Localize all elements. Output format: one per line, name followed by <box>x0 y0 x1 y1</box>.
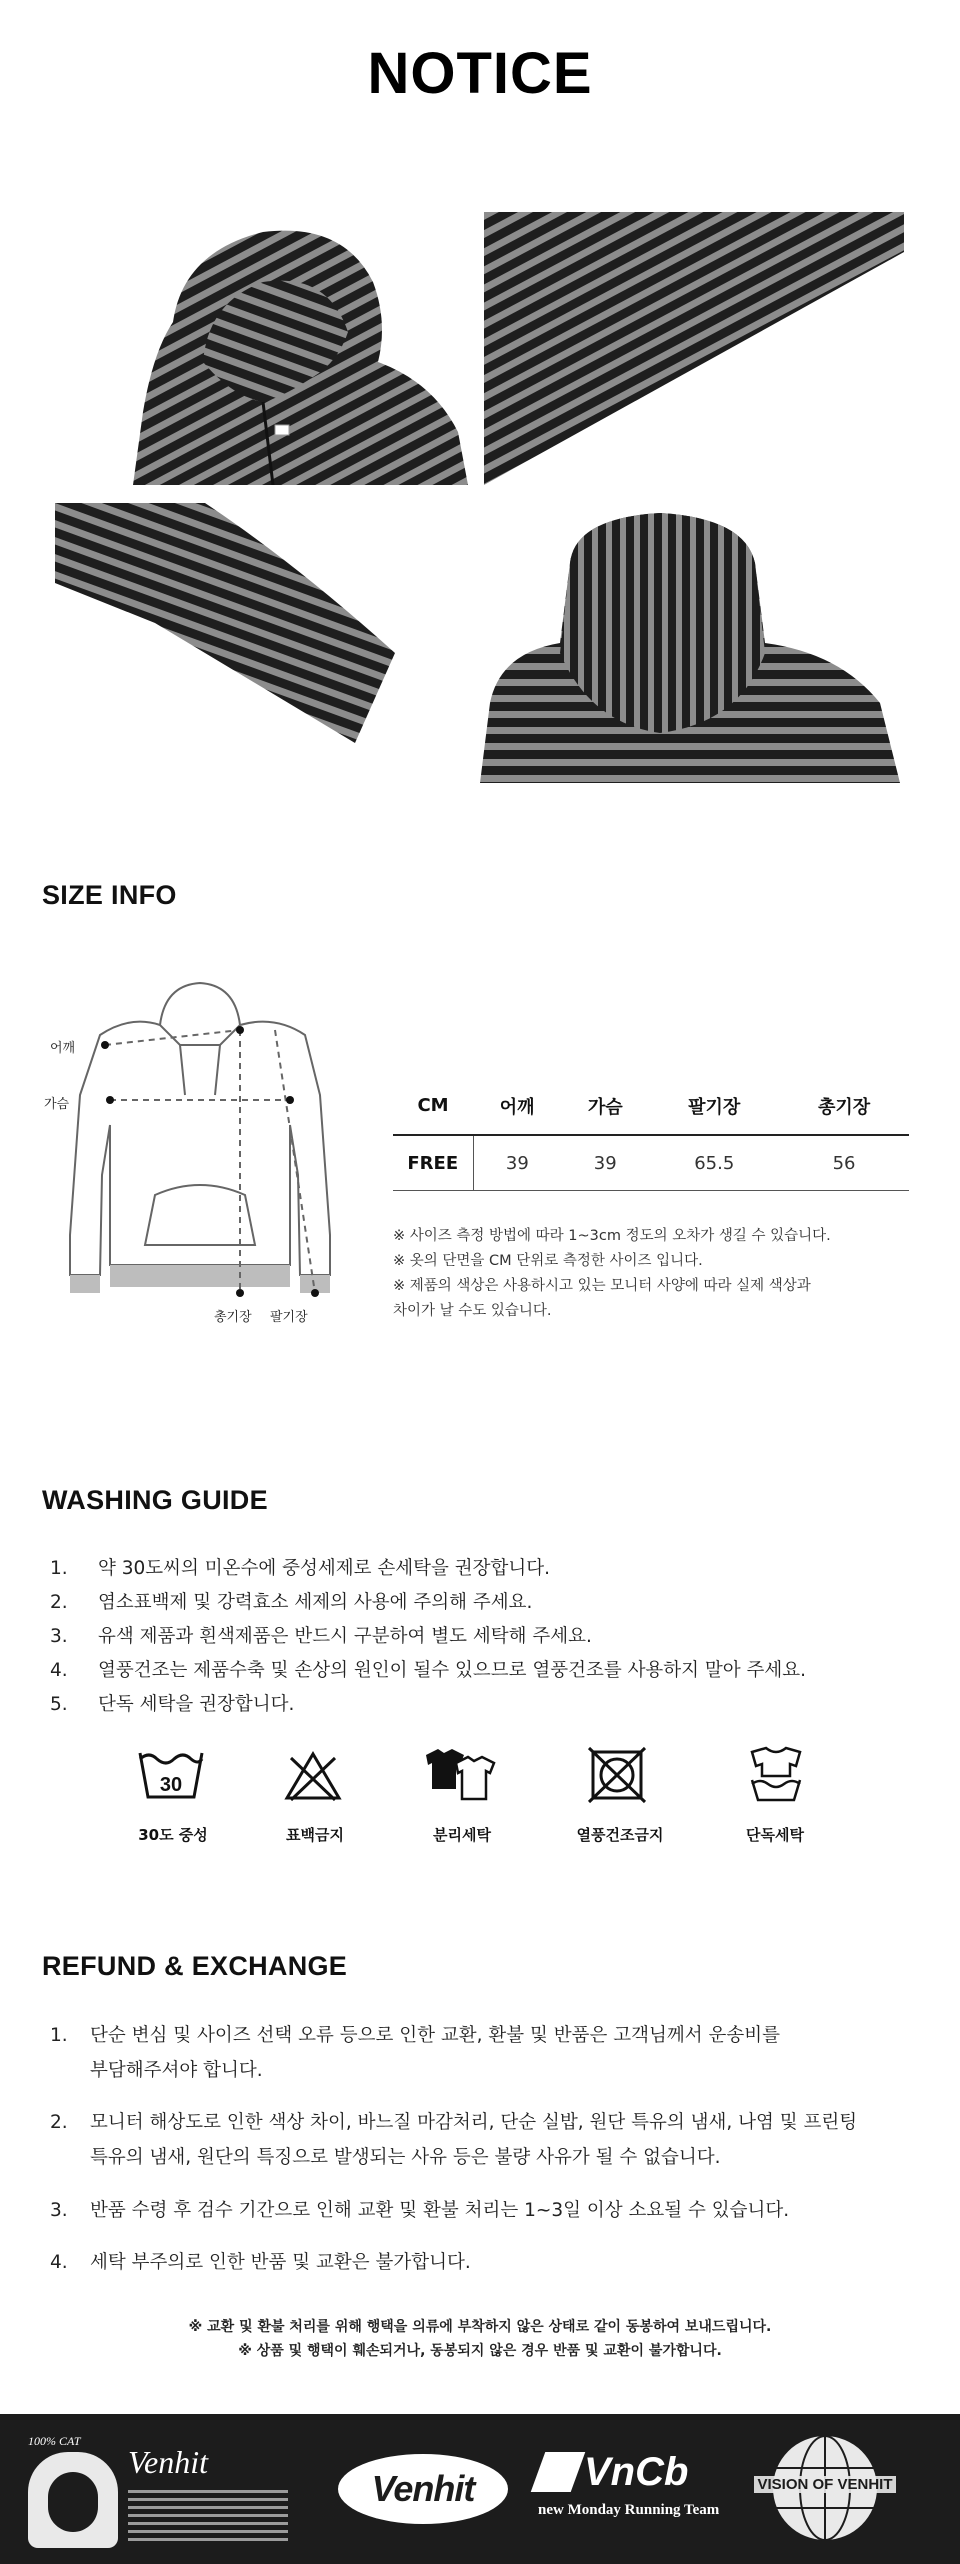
list-item <box>50 1654 930 1688</box>
refund-note: ※ 교환 및 환불 처리를 위해 행택을 의류에 부착하지 않은 상태로 같이 동봉하여 보내드립니다. <box>188 2319 772 2335</box>
refund-note: ※ 상품 및 행택이 훼손되거나, 동봉되지 않은 경우 반품 및 교환이 불가합니다. <box>238 2343 722 2359</box>
list-item-text <box>90 2018 950 2088</box>
size-note: ※ 옷의 단면을 CM 단위로 측정한 사이즈 입니다. <box>393 1253 703 1269</box>
refund-title: REFUND & EXCHANGE <box>42 1951 348 1981</box>
diagram-label-total-length: 총기장 <box>214 1310 252 1325</box>
icon-caption-wash-30: 30도 중성 <box>138 1826 208 1844</box>
list-item-text: 염소표백제 및 강력효소 세제의 사용에 주의해 주세요. <box>98 1592 533 1613</box>
list-item-text <box>90 2193 950 2228</box>
product-photo-hood-front <box>113 212 473 485</box>
brand-footer <box>0 2414 960 2564</box>
list-item-text: 약 30도씨의 미온수에 중성세제로 손세탁을 권장합니다. <box>98 1558 550 1579</box>
list-item-number: 2. <box>50 1592 68 1613</box>
list-item <box>50 2018 950 2090</box>
table-row <box>393 1135 909 1191</box>
logo-vncb-subtitle: new Monday Running Team <box>538 2502 720 2518</box>
table-cell-size: FREE <box>393 1135 473 1191</box>
size-info-title: SIZE INFO <box>42 880 177 910</box>
logo-script-text: Venhit <box>128 2444 208 2480</box>
logo-text-block <box>128 2490 288 2546</box>
washing-list <box>50 1552 930 1722</box>
logo-small-text: 100% CAT <box>28 2434 81 2448</box>
table-header-sleeve: 팔기장 <box>649 1077 779 1135</box>
no-bleach-icon <box>283 1750 343 1806</box>
list-item <box>50 2193 950 2229</box>
size-note: ※ 사이즈 측정 방법에 따라 1~3cm 정도의 오차가 생길 수 있습니다. <box>393 1228 831 1244</box>
list-item-text <box>90 2245 950 2280</box>
logo-100-cat-venhit <box>28 2434 308 2554</box>
product-photo-fabric-detail <box>484 212 904 485</box>
list-item <box>50 1620 930 1654</box>
product-photo-sleeve <box>55 503 395 743</box>
size-notes <box>393 1224 913 1324</box>
size-table <box>393 1077 909 1191</box>
page-title: NOTICE <box>367 41 593 106</box>
list-item-number: 4. <box>50 2252 68 2273</box>
list-item-text: 단독 세탁을 권장합니다. <box>98 1694 295 1715</box>
list-item-line: 특유의 냄새, 원단의 특징으로 발생되는 사유 등은 불량 사유가 될 수 없습니다. <box>90 2147 721 2168</box>
table-cell-sleeve: 65.5 <box>649 1135 779 1191</box>
list-item-number: 3. <box>50 1626 68 1647</box>
product-photo-hood-back <box>480 503 900 783</box>
size-note: 차이가 날 수도 있습니다. <box>393 1303 552 1319</box>
logo-vncb <box>538 2450 720 2542</box>
logo-face-graphic <box>28 2452 118 2548</box>
table-cell-shoulder: 39 <box>473 1135 561 1191</box>
list-item-number: 3. <box>50 2200 68 2221</box>
hoodie-size-diagram <box>40 975 370 1335</box>
list-item-line: 반품 수령 후 검수 기간으로 인해 교환 및 환불 처리는 1~3일 이상 소요될 수 있습니다. <box>90 2200 790 2221</box>
list-item-line: 모니터 해상도로 인한 색상 차이, 바느질 마감처리, 단순 실밥, 원단 특유의 냄새, 나염 및 프린팅 <box>90 2112 858 2133</box>
table-header-chest: 가슴 <box>561 1077 649 1135</box>
list-item-line: 세탁 부주의로 인한 반품 및 교환은 불가합니다. <box>90 2252 471 2273</box>
icon-caption-wash-alone: 단독세탁 <box>746 1826 804 1844</box>
icon-caption-separate-wash: 분리세탁 <box>433 1826 491 1844</box>
list-item-text: 열풍건조는 제품수축 및 손상의 원인이 될수 있으므로 열풍건조를 사용하지 말아 주세요. <box>98 1660 807 1681</box>
list-item-number: 2. <box>50 2112 68 2133</box>
logo-vision-of-venhit <box>757 2428 893 2548</box>
wash-alone-icon <box>746 1746 806 1808</box>
logo-venhit <box>338 2454 508 2524</box>
list-item-text <box>90 2105 950 2175</box>
diagram-label-shoulder: 어깨 <box>50 1041 76 1056</box>
list-item-number: 4. <box>50 1660 68 1681</box>
list-item-text: 유색 제품과 흰색제품은 반드시 구분하여 별도 세탁해 주세요. <box>98 1626 592 1647</box>
size-table-header-row <box>393 1077 909 1135</box>
washing-guide-title: WASHING GUIDE <box>42 1485 268 1515</box>
icon-caption-no-bleach: 표백금지 <box>286 1826 344 1844</box>
logo-venhit-text: Venhit <box>371 2468 475 2509</box>
size-note: ※ 제품의 색상은 사용하시고 있는 모니터 사양에 따라 실제 색상과 <box>393 1278 811 1294</box>
table-cell-total: 56 <box>779 1135 909 1191</box>
table-header-shoulder: 어깨 <box>473 1077 561 1135</box>
list-item-number: 1. <box>50 1558 68 1579</box>
list-item <box>50 1586 930 1620</box>
list-item-line: 단순 변심 및 사이즈 선택 오류 등으로 인한 교환, 환불 및 반품은 고객님께서 운송비를 <box>90 2025 780 2046</box>
list-item <box>50 2245 950 2281</box>
list-item <box>50 1552 930 1586</box>
table-cell-chest: 39 <box>561 1135 649 1191</box>
diagram-label-sleeve-length: 팔기장 <box>270 1310 308 1325</box>
logo-vncb-text: VnCb <box>584 2450 689 2494</box>
list-item-number: 1. <box>50 2025 68 2046</box>
table-header-total: 총기장 <box>779 1077 909 1135</box>
diagram-label-chest: 가슴 <box>44 1097 70 1112</box>
logo-vncb-mark <box>531 2452 586 2492</box>
icon-caption-no-tumble-dry: 열풍건조금지 <box>576 1826 664 1844</box>
list-item <box>50 2105 950 2177</box>
separate-wash-icon <box>422 1745 500 1809</box>
list-item-number: 5. <box>50 1694 68 1715</box>
table-header-cm: CM <box>393 1077 473 1135</box>
logo-vision-text: VISION OF VENHIT <box>754 2476 896 2493</box>
wash-30-number: 30 <box>159 1774 183 1796</box>
no-tumble-dry-icon <box>587 1746 647 1808</box>
list-item-line: 부담해주셔야 합니다. <box>90 2060 263 2081</box>
wash-30-icon <box>136 1745 206 1809</box>
list-item <box>50 1688 930 1722</box>
